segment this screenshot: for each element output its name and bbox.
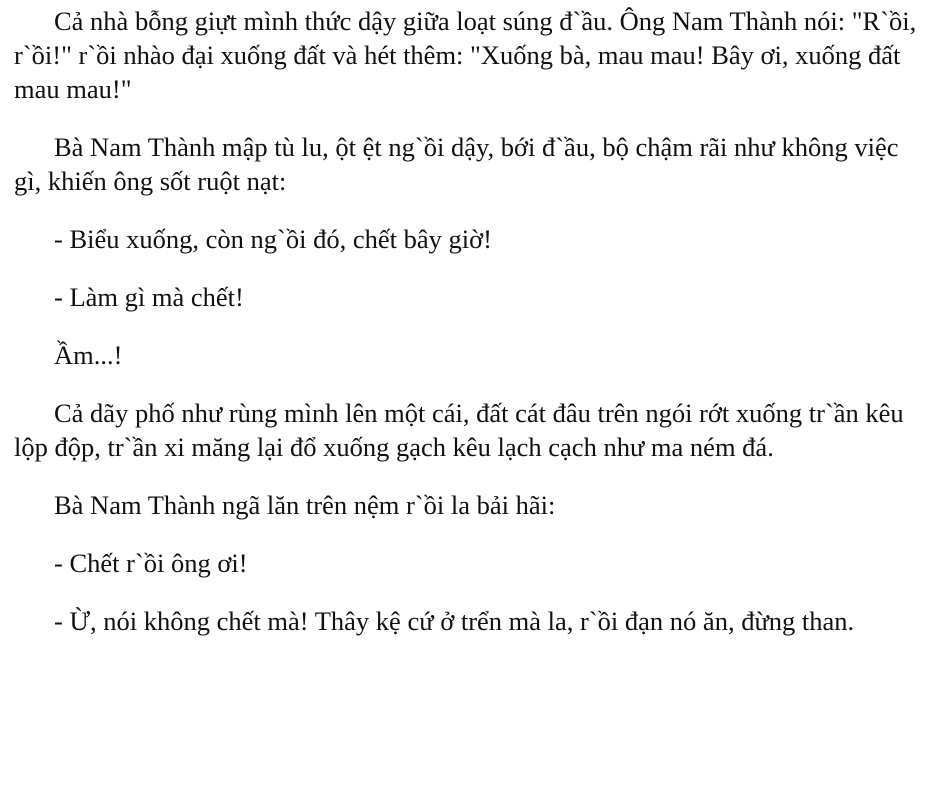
paragraph-5: Ầm...! (54, 340, 123, 370)
paragraph-8: - Chết r`ồi ông ơi! (54, 548, 248, 578)
paragraph-4: - Làm gì mà chết! (54, 282, 244, 312)
paragraph-9: - Ừ, nói không chết mà! Thây kệ cứ ở trển mà la, r`ồi đạn nó ăn, đừng than. (54, 606, 855, 636)
paragraph-6: Cả dãy phố như rùng mình lên một cái, đất cát đâu trên ngói rớt xuống tr`ần kêu lộp độp, tr`ần xi măng lại đổ xuống gạch kêu lạch cạch như ma ném đá. (14, 398, 904, 462)
paragraph-2: Bà Nam Thành mập tù lu, ột ệt ng`ồi dậy, bới đ`ầu, bộ chậm rãi như không việc gì, khiến ông sốt ruột nạt: (14, 132, 899, 196)
paragraph-7: Bà Nam Thành ngã lăn trên nệm r`ồi la bải hãi: (54, 490, 556, 520)
paragraph-1: Cả nhà bỗng giựt mình thức dậy giữa loạt súng đ`ầu. Ông Nam Thành nói: "R`ồi, r`ồi!" r`ồi nhào đại xuống đất và hét thêm: "Xuống bà, mau mau! Bây ơi, xuống đất mau mau!" (14, 6, 917, 104)
paragraph-3: - Biểu xuống, còn ng`ồi đó, chết bây giờ! (54, 224, 492, 254)
